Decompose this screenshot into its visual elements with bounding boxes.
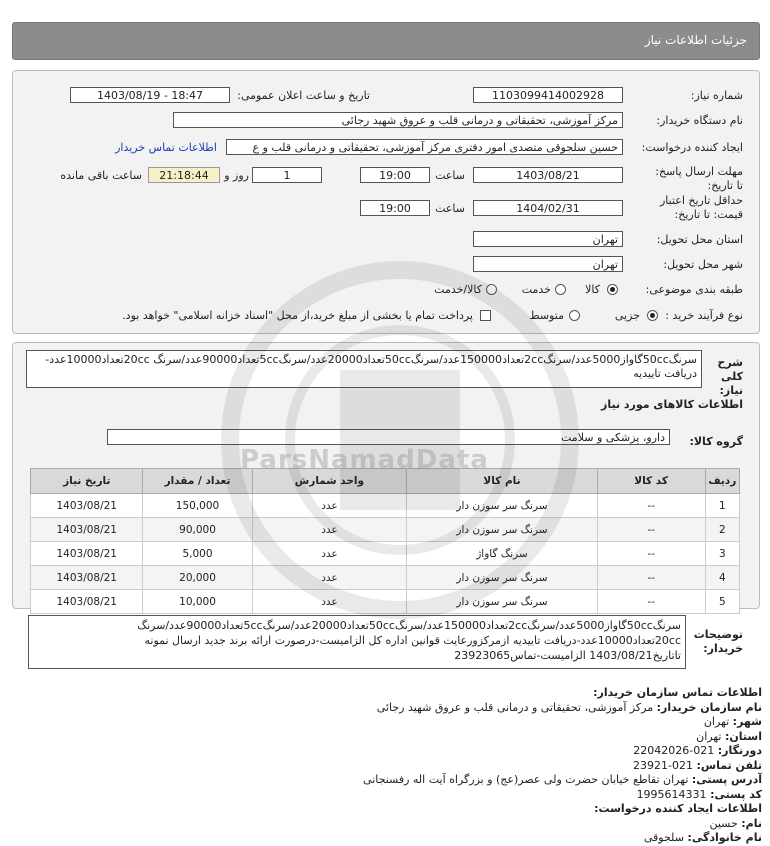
cell-date: 1403/08/21	[31, 542, 143, 566]
contact-province: تهران	[696, 729, 722, 743]
contact-address: تهران تقاطع خیابان حضرت ولی عصر(عج) و بزرگراه آیت اله رفسنجانی	[363, 773, 689, 786]
cell-code: --	[597, 494, 705, 518]
creator-family-row	[2, 831, 762, 846]
contact-province-label: استان:	[725, 729, 762, 743]
process-radio-minor[interactable]	[647, 310, 658, 321]
creator-field[interactable]: حسین سلجوقی متصدی امور دفتری مرکز آموزشی، تحقیقاتی و درمانی قلب و ع	[226, 139, 623, 155]
need-number-field[interactable]: 1103099414002928	[473, 87, 623, 103]
buyer-notes-text	[28, 615, 686, 669]
contact-fax: 021-22042026	[633, 744, 715, 757]
remaining-label: ساعت باقی مانده	[60, 169, 142, 182]
cell-date: 1403/08/21	[31, 494, 143, 518]
goods-group-label: گروه کالا:	[689, 435, 743, 448]
buyer-notes-line-2: 20ccتعداد10000عدد-دریافت تاییدیه ازمرکزورعایت قوانین اداره کل الزامیست-درصورت ارائه برند جدید ارسال نمونه	[144, 634, 681, 647]
city-field[interactable]: تهران	[473, 256, 623, 272]
cell-row: 2	[705, 518, 739, 542]
contact-phone-row	[2, 759, 762, 774]
deadline-time-field[interactable]: 19:00	[360, 167, 430, 183]
category-label: طبقه بندی موضوعی:	[645, 283, 743, 296]
goods-group-field[interactable]: دارو، پزشکی و سلامت	[107, 429, 670, 445]
contact-phone-label: تلفن تماس:	[696, 758, 762, 772]
cell-qty: 10,000	[143, 590, 252, 614]
days-field[interactable]: 1	[252, 167, 322, 183]
col-row: ردیف	[705, 469, 739, 494]
cell-name: سرنگ گاواژ	[407, 542, 597, 566]
cell-row: 5	[705, 590, 739, 614]
remaining-time-field: 21:18:44	[148, 167, 220, 183]
col-code: کد کالا	[597, 469, 705, 494]
contact-city-row	[2, 715, 762, 730]
cell-unit: عدد	[252, 590, 407, 614]
page-header	[12, 22, 760, 60]
validity-date-field[interactable]: 1404/02/31	[473, 200, 623, 216]
category-option-service: خدمت	[521, 283, 551, 296]
process-option-minor: جزیی	[614, 309, 640, 322]
cell-qty: 5,000	[143, 542, 252, 566]
col-unit: واحد شمارش	[252, 469, 407, 494]
need-number-label: شماره نیاز:	[690, 89, 743, 102]
table-row[interactable]	[31, 494, 740, 518]
category-radio-service[interactable]	[555, 284, 566, 295]
buyer-contact-link[interactable]: اطلاعات تماس خریدار	[115, 141, 217, 154]
cell-unit: عدد	[252, 494, 407, 518]
contact-title: اطلاعات تماس سازمان خریدار:	[593, 686, 762, 699]
cell-date: 1403/08/21	[31, 518, 143, 542]
contact-postal-row	[2, 788, 762, 803]
cell-unit: عدد	[252, 566, 407, 590]
contact-province-row	[2, 730, 762, 745]
payment-note: پرداخت تمام یا بخشی از مبلغ خرید،از محل "اسناد خزانه اسلامی" خواهد بود.	[122, 309, 473, 322]
validity-time-field[interactable]: 19:00	[360, 200, 430, 216]
process-radio-medium[interactable]	[569, 310, 580, 321]
contact-postal-label: کد پستی:	[710, 787, 762, 801]
contact-phone: 021-23921	[633, 758, 694, 772]
cell-name: سرنگ سر سوزن دار	[407, 518, 597, 542]
validity-label: حداقل تاریخ اعتبار قیمت: تا تاریخ:	[659, 194, 743, 221]
city-label: شهر محل تحویل:	[663, 258, 743, 271]
category-option-goods: کالا	[585, 283, 600, 296]
cell-qty: 150,000	[143, 494, 252, 518]
summary-text: سرنگ50ccگاواز5000عدد/سرنگ2ccتعداد150000عدد/سرنگ50ccتعداد20000عدد/سرنگ5ccتعداد90000عدد/سرنگ 20ccتعداد10000عدد-دریافت تاییدیه	[26, 350, 702, 388]
creator-name: حسین	[709, 816, 738, 830]
cell-name: سرنگ سر سوزن دار	[407, 566, 597, 590]
cell-qty: 90,000	[143, 518, 252, 542]
goods-section-title: اطلاعات کالاهای مورد نیاز	[601, 398, 743, 411]
process-option-medium: متوسط	[529, 309, 564, 322]
days-label: روز و	[224, 169, 249, 182]
buyer-org-label: نام دستگاه خریدار:	[656, 114, 743, 127]
cell-date: 1403/08/21	[31, 590, 143, 614]
deadline-date-field[interactable]: 1403/08/21	[473, 167, 623, 183]
contact-city-label: شهر:	[732, 715, 762, 728]
cell-code: --	[597, 542, 705, 566]
announce-label: تاریخ و ساعت اعلان عمومی:	[237, 89, 370, 102]
contact-address-label: آدرس پستی:	[691, 773, 762, 786]
cell-date: 1403/08/21	[31, 566, 143, 590]
cell-qty: 20,000	[143, 566, 252, 590]
announce-field[interactable]: 1403/08/19 - 18:47	[70, 87, 230, 103]
province-label: استان محل تحویل:	[656, 233, 743, 246]
cell-row: 1	[705, 494, 739, 518]
table-row[interactable]	[31, 518, 740, 542]
col-qty: تعداد / مقدار	[143, 469, 252, 494]
page-title: جزئیات اطلاعات نیاز	[644, 33, 747, 47]
table-row[interactable]	[31, 542, 740, 566]
cell-unit: عدد	[252, 518, 407, 542]
creator-name-row	[2, 817, 762, 832]
watermark-text: ParsNamadData	[240, 445, 489, 475]
table-row[interactable]	[31, 590, 740, 614]
contact-fax-row	[2, 744, 762, 759]
category-radio-goods[interactable]	[607, 284, 618, 295]
summary-label: شرح کلی نیاز:	[717, 356, 743, 397]
cell-row: 4	[705, 566, 739, 590]
contact-org-label: نام سازمان خریدار:	[656, 700, 762, 714]
creator-name-label: نام:	[741, 816, 762, 830]
contact-org-row	[2, 701, 762, 716]
creator-family-label: نام خانوادگی:	[687, 831, 762, 844]
process-label: نوع فرآیند خرید :	[665, 309, 743, 322]
cell-unit: عدد	[252, 542, 407, 566]
cell-name: سرنگ سر سوزن دار	[407, 590, 597, 614]
contact-city: تهران	[703, 715, 730, 728]
col-date: تاریخ نیاز	[31, 469, 143, 494]
buyer-org-field[interactable]: مرکز آموزشی، تحقیقاتی و درمانی قلب و عروق شهید رجائی	[173, 112, 623, 128]
col-name: نام کالا	[407, 469, 597, 494]
table-row[interactable]	[31, 566, 740, 590]
contact-section	[2, 686, 762, 846]
deadline-time-label: ساعت	[435, 169, 465, 182]
cell-code: --	[597, 590, 705, 614]
province-field[interactable]: تهران	[473, 231, 623, 247]
contact-address-row	[2, 773, 762, 788]
contact-fax-label: دورنگار:	[717, 744, 762, 757]
buyer-notes-line-1: سرنگ50ccگاواز5000عدد/سرنگ2ccتعداد150000عدد/سرنگ50ccتعداد20000عدد/سرنگ5ccتعداد90000عدد/سرنگ	[137, 619, 681, 632]
validity-time-label: ساعت	[435, 202, 465, 215]
creator-label: ایجاد کننده درخواست:	[641, 141, 743, 154]
cell-row: 3	[705, 542, 739, 566]
category-radio-goods-service[interactable]	[486, 284, 497, 295]
buyer-notes-line-3: تاتاریخ1403/08/21 الزامیست-تماس23923065	[454, 649, 681, 662]
contact-postal: 1995614331	[636, 787, 707, 801]
creator-info-title: اطلاعات ایجاد کننده درخواست:	[594, 802, 762, 815]
deadline-label: مهلت ارسال پاسخ: تا تاریخ:	[655, 165, 743, 192]
creator-family: سلجوقی	[643, 831, 684, 844]
cell-code: --	[597, 566, 705, 590]
cell-name: سرنگ سر سوزن دار	[407, 494, 597, 518]
treasury-checkbox[interactable]	[480, 310, 491, 321]
category-option-goods-service: کالا/خدمت	[434, 283, 482, 296]
goods-table	[30, 468, 740, 614]
cell-code: --	[597, 518, 705, 542]
buyer-notes-label: توضیحات خریدار:	[693, 628, 743, 655]
contact-org: مرکز آموزشی، تحقیقاتی و درمانی قلب و عروق شهید رجائی	[376, 700, 654, 714]
